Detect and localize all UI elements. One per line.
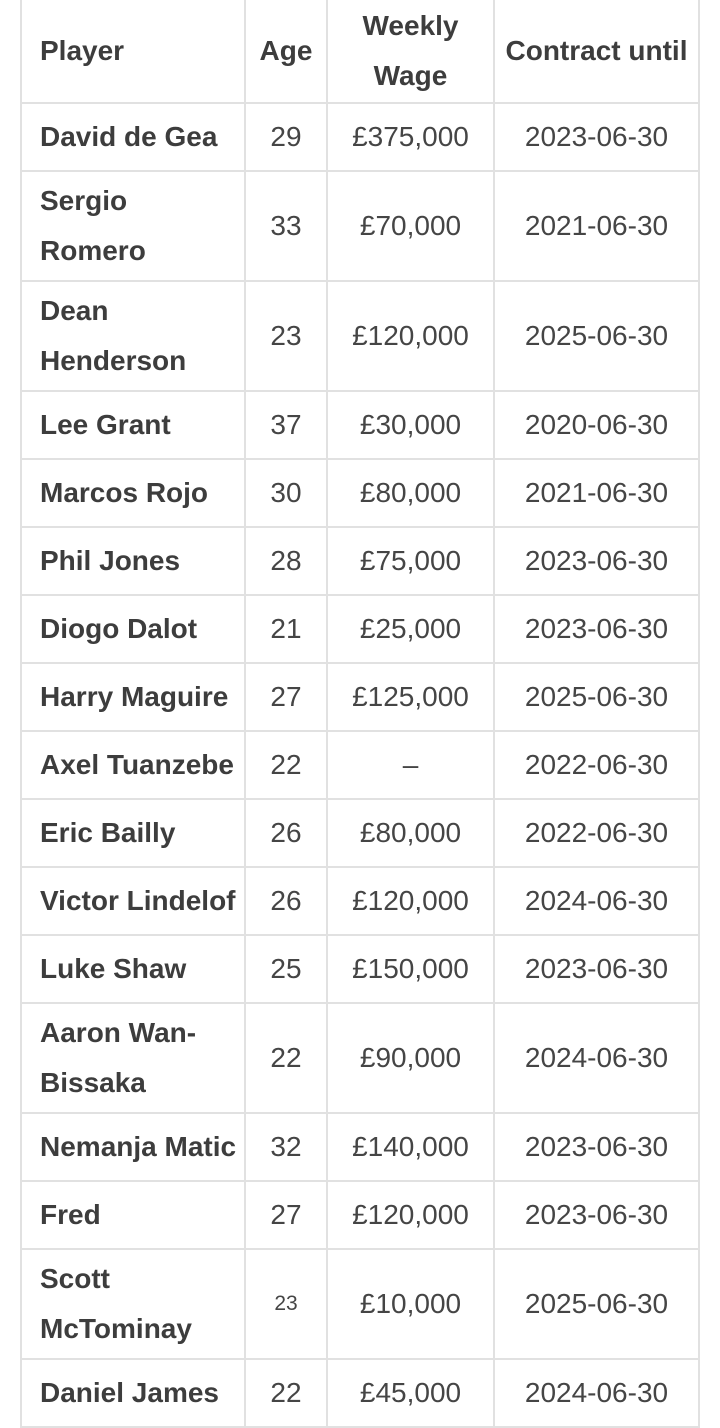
cell-player: Diogo Dalot xyxy=(21,595,245,663)
cell-player: Scott McTominay xyxy=(21,1249,245,1359)
cell-wage: £120,000 xyxy=(327,1181,494,1249)
cell-contract: 2022-06-30 xyxy=(494,731,699,799)
cell-wage: £125,000 xyxy=(327,663,494,731)
cell-contract: 2022-06-30 xyxy=(494,799,699,867)
cell-contract: 2025-06-30 xyxy=(494,663,699,731)
cell-age: 27 xyxy=(245,1181,327,1249)
cell-age: 28 xyxy=(245,527,327,595)
cell-age: 25 xyxy=(245,935,327,1003)
cell-player: Aaron Wan-Bissaka xyxy=(21,1003,245,1113)
cell-player: Marcos Rojo xyxy=(21,459,245,527)
table-row xyxy=(21,1113,699,1181)
cell-age: 22 xyxy=(245,1003,327,1113)
table-row xyxy=(21,595,699,663)
table-row xyxy=(21,799,699,867)
cell-player: Nemanja Matic xyxy=(21,1113,245,1181)
table-row xyxy=(21,1249,699,1359)
cell-contract: 2021-06-30 xyxy=(494,459,699,527)
cell-wage: £80,000 xyxy=(327,799,494,867)
cell-contract: 2023-06-30 xyxy=(494,1113,699,1181)
cell-wage: £120,000 xyxy=(327,281,494,391)
cell-contract: 2023-06-30 xyxy=(494,103,699,171)
cell-wage: £30,000 xyxy=(327,391,494,459)
cell-wage: £140,000 xyxy=(327,1113,494,1181)
cell-contract: 2025-06-30 xyxy=(494,281,699,391)
cell-contract: 2024-06-30 xyxy=(494,1359,699,1427)
header-row xyxy=(21,0,699,103)
table-row xyxy=(21,171,699,281)
cell-wage: £120,000 xyxy=(327,867,494,935)
table-header xyxy=(21,0,699,103)
cell-wage: £90,000 xyxy=(327,1003,494,1113)
table-row xyxy=(21,103,699,171)
table-body xyxy=(21,103,699,1427)
column-header-age: Age xyxy=(245,0,327,103)
cell-contract: 2025-06-30 xyxy=(494,1249,699,1359)
table-row xyxy=(21,867,699,935)
cell-contract: 2021-06-30 xyxy=(494,171,699,281)
cell-wage: £70,000 xyxy=(327,171,494,281)
cell-age: 30 xyxy=(245,459,327,527)
cell-player: Luke Shaw xyxy=(21,935,245,1003)
table-row xyxy=(21,391,699,459)
cell-age: 26 xyxy=(245,867,327,935)
table-row xyxy=(21,459,699,527)
cell-player: Sergio Romero xyxy=(21,171,245,281)
cell-age: 26 xyxy=(245,799,327,867)
cell-age: 29 xyxy=(245,103,327,171)
cell-age: 23 xyxy=(245,1249,327,1359)
cell-age: 21 xyxy=(245,595,327,663)
cell-wage: – xyxy=(327,731,494,799)
squad-table xyxy=(20,0,700,1428)
table-row xyxy=(21,663,699,731)
cell-age: 27 xyxy=(245,663,327,731)
table-row xyxy=(21,281,699,391)
cell-contract: 2024-06-30 xyxy=(494,1003,699,1113)
cell-wage: £150,000 xyxy=(327,935,494,1003)
cell-player: Victor Lindelof xyxy=(21,867,245,935)
table-row xyxy=(21,1359,699,1427)
cell-wage: £75,000 xyxy=(327,527,494,595)
cell-contract: 2023-06-30 xyxy=(494,527,699,595)
cell-age: 22 xyxy=(245,1359,327,1427)
cell-wage: £25,000 xyxy=(327,595,494,663)
column-header-player: Player xyxy=(21,0,245,103)
table-row xyxy=(21,935,699,1003)
cell-player: David de Gea xyxy=(21,103,245,171)
cell-wage: £45,000 xyxy=(327,1359,494,1427)
cell-age: 33 xyxy=(245,171,327,281)
cell-age: 23 xyxy=(245,281,327,391)
cell-player: Dean Henderson xyxy=(21,281,245,391)
cell-player: Eric Bailly xyxy=(21,799,245,867)
cell-contract: 2023-06-30 xyxy=(494,935,699,1003)
cell-wage: £375,000 xyxy=(327,103,494,171)
cell-player: Fred xyxy=(21,1181,245,1249)
table-row xyxy=(21,1003,699,1113)
cell-player: Harry Maguire xyxy=(21,663,245,731)
cell-wage: £80,000 xyxy=(327,459,494,527)
table-row xyxy=(21,731,699,799)
table-row xyxy=(21,527,699,595)
cell-contract: 2023-06-30 xyxy=(494,1181,699,1249)
cell-age: 22 xyxy=(245,731,327,799)
cell-contract: 2024-06-30 xyxy=(494,867,699,935)
table-row xyxy=(21,1181,699,1249)
cell-contract: 2023-06-30 xyxy=(494,595,699,663)
cell-age: 32 xyxy=(245,1113,327,1181)
cell-player: Daniel James xyxy=(21,1359,245,1427)
cell-player: Axel Tuanzebe xyxy=(21,731,245,799)
cell-contract: 2020-06-30 xyxy=(494,391,699,459)
cell-player: Lee Grant xyxy=(21,391,245,459)
column-header-contract: Contract until xyxy=(494,0,699,103)
cell-age: 37 xyxy=(245,391,327,459)
cell-player: Phil Jones xyxy=(21,527,245,595)
cell-wage: £10,000 xyxy=(327,1249,494,1359)
column-header-wage: Weekly Wage xyxy=(327,0,494,103)
